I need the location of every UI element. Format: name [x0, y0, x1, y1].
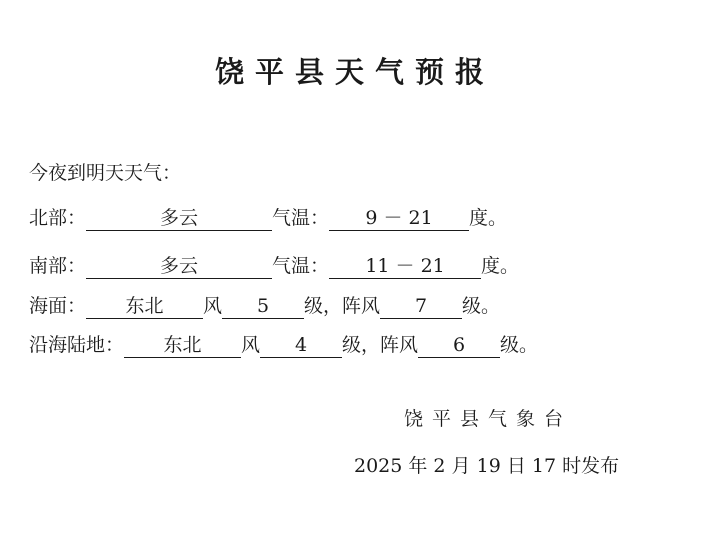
south-temp-unit: 度。 [481, 255, 520, 277]
sea-wind-level: 5 [222, 294, 304, 319]
issuer-signature: 饶平县气象台 [404, 408, 573, 430]
sea-unit: 级。 [462, 295, 501, 317]
coast-wind-level: 4 [260, 333, 342, 358]
page-title: 饶平县天气预报 [214, 55, 495, 89]
south-weather: 多云 [86, 254, 272, 279]
coast-gust-level: 6 [418, 333, 500, 358]
coast-label: 沿海陆地： [29, 334, 125, 356]
coast-forecast-row [29, 330, 538, 358]
coast-gust-label: 级，阵风 [342, 334, 419, 356]
south-forecast-row [29, 251, 519, 279]
south-temp-label: 气温： [272, 255, 330, 277]
sea-wind-direction: 东北 [86, 294, 203, 319]
north-label: 北部： [29, 207, 87, 229]
coast-unit: 级。 [500, 334, 539, 356]
sea-gust-level: 7 [380, 294, 462, 319]
coast-wind-label: 风 [241, 334, 261, 356]
south-temp: 11 － 21 [329, 254, 481, 279]
sea-forecast-row [29, 291, 500, 319]
north-weather: 多云 [86, 206, 272, 231]
intro-text: 今夜到明天天气： [29, 162, 182, 184]
issue-date: 2025 年 2 月 19 日 17 时发布 [354, 455, 620, 477]
north-temp-label: 气温： [272, 207, 330, 229]
north-temp-unit: 度。 [469, 207, 508, 229]
coast-wind-direction: 东北 [124, 333, 241, 358]
north-temp: 9 － 21 [329, 206, 469, 231]
south-label: 南部： [29, 255, 87, 277]
sea-wind-label: 风 [203, 295, 223, 317]
sea-label: 海面： [29, 295, 87, 317]
sea-gust-label: 级，阵风 [304, 295, 381, 317]
north-forecast-row [29, 203, 507, 231]
